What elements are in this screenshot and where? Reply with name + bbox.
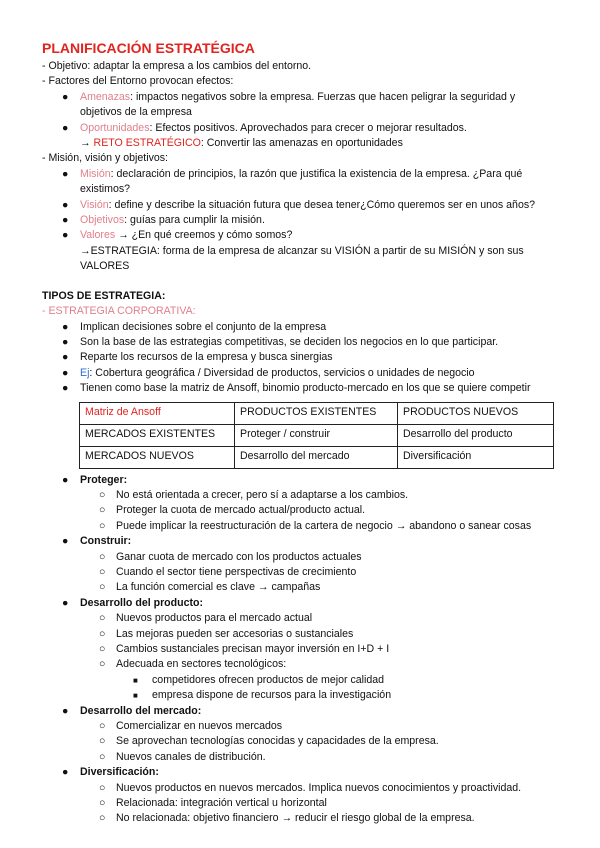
page-title: PLANIFICACIÓN ESTRATÉGICA	[42, 40, 255, 56]
desarrollo-producto-item-2: Las mejoras pueden ser accesorias o sustanciales	[116, 627, 354, 640]
list-item	[42, 611, 562, 626]
bullet-icon: ●	[62, 596, 69, 609]
table-cell: Desarrollo del producto	[398, 424, 554, 446]
circle-bullet-icon: ○	[99, 750, 106, 763]
list-item-mision	[42, 167, 562, 198]
list-item	[42, 657, 562, 672]
vision-text: : define y describe la situación futura que desea tener¿Cómo queremos ser en unos años?	[108, 198, 536, 211]
list-item-vision	[42, 198, 562, 213]
circle-bullet-icon: ○	[99, 612, 106, 625]
proteger-heading	[42, 473, 562, 488]
desarrollo-producto-subitem-1: competidores ofrecen productos de mejor calidad	[152, 673, 385, 686]
list-item-objetivos	[42, 213, 562, 228]
bullet-icon: ●	[62, 90, 69, 103]
table-cell: Desarrollo del mercado	[235, 446, 398, 468]
list-item	[42, 565, 562, 580]
circle-bullet-icon: ○	[99, 550, 106, 563]
reto-label: RETO ESTRATÉGICO	[93, 137, 201, 150]
circle-bullet-icon: ○	[99, 797, 106, 810]
ej-label: Ej	[80, 366, 90, 379]
circle-bullet-icon: ○	[99, 565, 106, 578]
desarrollo-producto-item-3: Cambios sustanciales precisan mayor inversión en I+D + I	[116, 643, 390, 655]
list-item	[42, 642, 562, 657]
estrategia-text-2: VALORES	[80, 260, 130, 273]
desarrollo-mercado-heading	[42, 704, 562, 719]
desarrollo-producto-label: Desarrollo del producto:	[80, 596, 204, 609]
bullet-icon: ●	[62, 167, 69, 180]
vision-label: Visión	[80, 198, 109, 211]
circle-bullet-icon: ○	[99, 504, 106, 517]
list-item	[42, 719, 562, 734]
circle-bullet-icon: ○	[99, 658, 106, 671]
list-item	[42, 673, 562, 688]
table-cell: Matriz de Ansoff	[80, 402, 235, 424]
valores-label: Valores	[80, 229, 116, 242]
table-cell: PRODUCTOS NUEVOS	[398, 402, 554, 424]
ansoff-matrix-table	[79, 402, 554, 469]
desarrollo-mercado-label: Desarrollo del mercado:	[80, 704, 202, 717]
list-item	[42, 488, 562, 503]
bullet-icon: ●	[62, 198, 69, 211]
ej-text: : Cobertura geográfica / Diversidad de productos, servicios o unidades de negocio	[89, 366, 475, 379]
list-item	[42, 335, 562, 350]
construir-item-3: La función comercial es clave → campañas	[116, 581, 321, 594]
desarrollo-producto-item-1: Nuevos productos para el mercado actual	[116, 612, 313, 625]
table-cell: Diversificación	[398, 446, 554, 468]
list-item	[42, 580, 562, 595]
desarrollo-mercado-item-2: Se aprovechan tecnologías conocidas y capacidades de la empresa.	[116, 735, 439, 748]
list-item	[42, 320, 562, 335]
table-header-row	[80, 402, 554, 424]
corporativa-item-1: Implican decisiones sobre el conjunto de la empresa	[80, 320, 327, 333]
list-item	[42, 550, 562, 565]
bullet-icon: ●	[62, 335, 69, 348]
bullet-icon: ●	[62, 121, 69, 134]
desarrollo-producto-item-4: Adecuada en sectores tecnológicos:	[116, 658, 287, 671]
list-item	[42, 503, 562, 518]
oportunidades-text: : Efectos positivos. Aprovechados para crecer o mejorar resultados.	[149, 121, 467, 134]
amenazas-label: Amenazas	[80, 90, 131, 103]
bullet-icon: ●	[62, 473, 69, 486]
mision-text: : declaración de principios, la razón que justifica la existencia de la empresa. ¿Para qué	[110, 167, 523, 180]
diversificacion-item-2: Relacionada: integración vertical u horizontal	[116, 797, 327, 810]
factores-line: - Factores del Entorno provocan efectos:	[42, 75, 234, 88]
objetivos-text: : guías para cumplir la misión.	[124, 214, 265, 227]
bullet-icon: ●	[62, 766, 69, 779]
bullet-icon: ●	[62, 366, 69, 379]
reto-arrow: →	[80, 137, 94, 150]
list-item	[42, 734, 562, 749]
strategies-list	[42, 473, 562, 827]
corporativa-label: - ESTRATEGIA CORPORATIVA:	[42, 305, 196, 318]
corporativa-list	[42, 320, 562, 397]
square-bullet-icon: ■	[133, 675, 138, 685]
corporativa-item-2: Son la base de las estrategias competitivas, se deciden los negocios en lo que participar.	[80, 335, 499, 348]
table-row	[80, 424, 554, 446]
desarrollo-producto-subitem-2: empresa dispone de recursos para la investigación	[152, 689, 392, 702]
mision-header: - Misión, visión y objetivos:	[42, 152, 168, 165]
bullet-icon: ●	[62, 214, 69, 227]
proteger-label: Proteger:	[80, 473, 128, 486]
list-item-valores	[42, 228, 562, 274]
reto-text: : Convertir las amenazas en oportunidades	[200, 137, 403, 150]
bullet-icon: ●	[62, 535, 69, 548]
document-page	[42, 40, 562, 827]
list-item	[42, 627, 562, 642]
circle-bullet-icon: ○	[99, 581, 106, 594]
construir-label: Construir:	[80, 535, 132, 548]
circle-bullet-icon: ○	[99, 627, 106, 640]
bullet-icon: ●	[62, 382, 69, 395]
desarrollo-mercado-item-1: Comercializar en nuevos mercados	[116, 720, 283, 733]
table-cell: Proteger / construir	[235, 424, 398, 446]
amenazas-text-2: objetivos de la empresa	[80, 106, 192, 119]
list-item	[42, 781, 562, 796]
bullet-icon: ●	[62, 351, 69, 364]
list-item	[42, 796, 562, 811]
list-item-ej	[42, 366, 562, 381]
circle-bullet-icon: ○	[99, 488, 106, 501]
mision-text-2: existimos?	[80, 183, 131, 196]
objetivo-line: - Objetivo: adaptar la empresa a los cambios del entorno.	[42, 60, 312, 72]
proteger-item-1: No está orientada a crecer, pero sí a adaptarse a los cambios.	[116, 488, 409, 501]
list-item-oportunidades	[42, 121, 562, 152]
bullet-icon: ●	[62, 320, 69, 333]
estrategia-text: →ESTRATEGIA: forma de la empresa de alcanzar su VISIÓN a partir de su MISIÓN y son sus	[80, 244, 524, 257]
table-cell: MERCADOS NUEVOS	[80, 446, 235, 468]
desarrollo-producto-heading	[42, 596, 562, 611]
circle-bullet-icon: ○	[99, 812, 106, 825]
diversificacion-item-1: Nuevos productos en nuevos mercados. Implica nuevos conocimientos y proactividad.	[116, 781, 522, 794]
valores-text: → ¿En qué creemos y cómo somos?	[115, 229, 293, 242]
table-cell: PRODUCTOS EXISTENTES	[235, 402, 398, 424]
mision-label: Misión	[80, 167, 111, 180]
circle-bullet-icon: ○	[99, 781, 106, 794]
square-bullet-icon: ■	[133, 691, 138, 701]
diversificacion-label: Diversificación:	[80, 766, 159, 779]
list-item-amenazas	[42, 90, 562, 121]
ansoff-intro: Tienen como base la matriz de Ansoff, binomio producto-mercado en los que se quiere competir	[80, 382, 531, 395]
construir-item-2: Cuando el sector tiene perspectivas de crecimiento	[116, 565, 357, 578]
list-item-ansoff	[42, 381, 562, 396]
oportunidades-label: Oportunidades	[80, 121, 150, 134]
list-item	[42, 350, 562, 365]
circle-bullet-icon: ○	[99, 643, 106, 655]
proteger-item-3: Puede implicar la reestructuración de la cartera de negocio → abandono o sanear cosas	[116, 519, 532, 532]
factores-list	[42, 90, 562, 152]
circle-bullet-icon: ○	[99, 519, 106, 532]
desarrollo-mercado-item-3: Nuevos canales de distribución.	[116, 750, 266, 763]
bullet-icon: ●	[62, 229, 69, 242]
list-item	[42, 688, 562, 703]
construir-item-1: Ganar cuota de mercado con los productos actuales	[116, 550, 362, 563]
table-row	[80, 446, 554, 468]
bullet-icon: ●	[62, 704, 69, 717]
list-item	[42, 811, 562, 826]
mision-list	[42, 167, 562, 275]
list-item	[42, 519, 562, 534]
objetivos-label: Objetivos	[80, 214, 125, 227]
diversificacion-item-3: No relacionada: objetivo financiero → reducir el riesgo global de la empresa.	[116, 812, 475, 825]
proteger-item-2: Proteger la cuota de mercado actual/producto actual.	[116, 504, 366, 517]
circle-bullet-icon: ○	[99, 720, 106, 733]
list-item	[42, 750, 562, 765]
tipos-header: TIPOS DE ESTRATEGIA:	[42, 289, 166, 302]
corporativa-item-3: Reparte los recursos de la empresa y busca sinergias	[80, 351, 333, 364]
diversificacion-heading	[42, 765, 562, 780]
table-cell: MERCADOS EXISTENTES	[80, 424, 235, 446]
construir-heading	[42, 534, 562, 549]
circle-bullet-icon: ○	[99, 735, 106, 748]
amenazas-text: : impactos negativos sobre la empresa. Fuerzas que hacen peligrar la seguridad y	[130, 90, 516, 103]
